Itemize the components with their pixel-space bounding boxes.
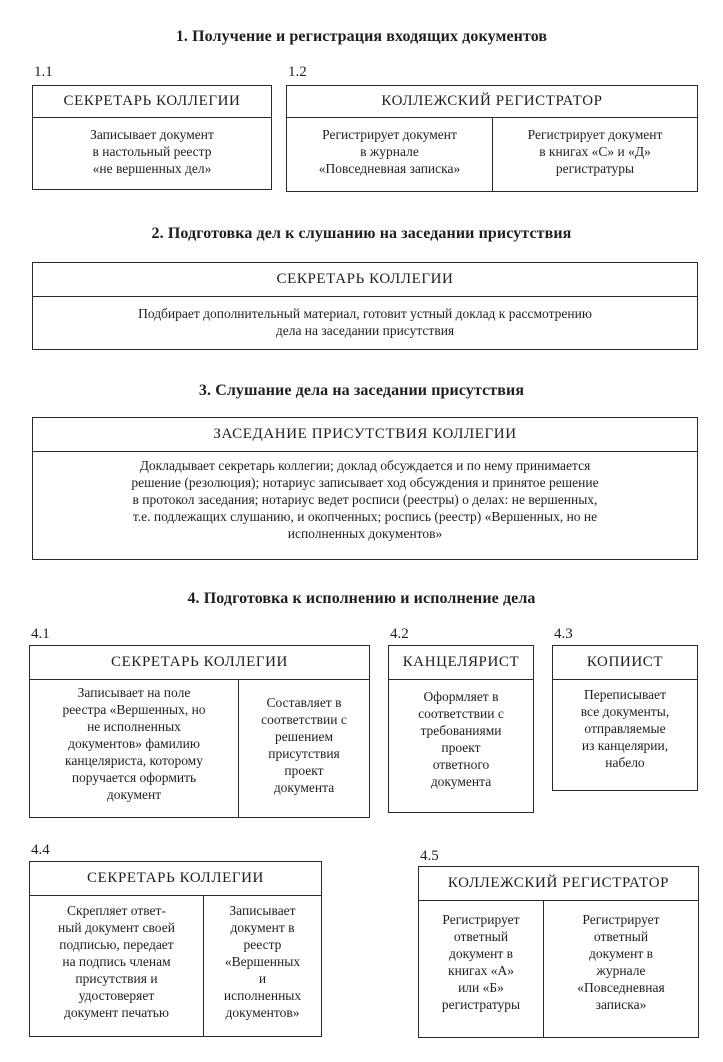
step-number-4-2: 4.2 [390, 626, 409, 642]
box-4-4-text-left: Скрепляет ответ- ный документ своей подписью, передает на подпись членам присутствия и удостоверяет документ печатью [58, 903, 175, 1020]
step-number-1-2: 1.2 [288, 64, 307, 80]
box-1-2-registrar [286, 85, 698, 192]
box-4-3-header: КОПИИСТ [553, 646, 697, 680]
box-2-text: Подбирает дополнительный материал, готовит устный доклад к рассмотрению дела на заседании присутствия [138, 306, 592, 338]
section-3-title: 3. Слушание дела на заседании присутствия [198, 382, 525, 399]
box-4-3-copyist [552, 645, 698, 791]
box-4-1-text-left: Записывает на поле реестра «Вершенных, но не исполненных документов» фамилию канцеляриста, которому поручается оформить документ [62, 685, 206, 802]
box-4-4-header: СЕКРЕТАРЬ КОЛЛЕГИИ [30, 862, 321, 896]
section-1-title: 1. Получение и регистрация входящих документов [175, 28, 548, 45]
section-4-title: 4. Подготовка к исполнению и исполнение дела [187, 590, 536, 607]
box-1-2-text-left: Регистрирует документ в журнале «Повседневная записка» [318, 127, 461, 176]
box-4-1-text-right: Составляет в соответствии с решением присутствия проект документа [238, 680, 369, 817]
box-2-header: СЕКРЕТАРЬ КОЛЛЕГИИ [33, 263, 697, 297]
box-1-2-text-right: Регистрирует документ в книгах «С» и «Д» регистратуры [492, 118, 697, 191]
box-1-1-secretary [32, 85, 272, 190]
box-4-5-text-left: Регистрирует ответный документ в книгах «А» или «Б» регистратуры [441, 912, 521, 1012]
box-1-2-header: КОЛЛЕЖСКИЙ РЕГИСТРАТОР [287, 86, 697, 118]
box-4-2-text: Оформляет в соответствии с требованиями проект ответного документа [418, 689, 504, 789]
step-number-4-3: 4.3 [554, 626, 573, 642]
step-number-1-1: 1.1 [34, 64, 53, 80]
box-4-1-header: СЕКРЕТАРЬ КОЛЛЕГИИ [30, 646, 369, 680]
box-2-secretary [32, 262, 698, 350]
step-number-4-4: 4.4 [31, 842, 50, 858]
box-3-header: ЗАСЕДАНИЕ ПРИСУТСТВИЯ КОЛЛЕГИИ [33, 418, 697, 452]
box-1-1-text: Записывает документ в настольный реестр «не вершенных дел» [90, 127, 214, 176]
box-4-2-clerk [388, 645, 534, 813]
box-4-4-text-right: Записывает документ в реестр «Вершенных и исполненных документов» [203, 896, 321, 1036]
box-3-session [32, 417, 698, 560]
box-4-5-header: КОЛЛЕЖСКИЙ РЕГИСТРАТОР [419, 867, 698, 901]
box-1-1-header: СЕКРЕТАРЬ КОЛЛЕГИИ [33, 86, 271, 118]
box-4-1-secretary [29, 645, 370, 818]
box-4-5-registrar [418, 866, 699, 1038]
step-number-4-1: 4.1 [31, 626, 50, 642]
box-3-text: Докладывает секретарь коллегии; доклад обсуждается и по нему принимается решение (резолюция); нотариус записывает ход обсуждения и принятое решение в протокол заседания; нотариус ведет росписи (реестры) о делах: не вершенных, т.е. подлежащих слушанию, и окопченных; роспись (реестр) «Вершенных, но не исполненных документов» [131, 458, 599, 541]
box-4-3-text: Переписывает все документы, отправляемые из канцелярии, набело [580, 687, 670, 770]
step-number-4-5: 4.5 [420, 848, 439, 864]
box-4-4-secretary [29, 861, 322, 1037]
box-4-2-header: КАНЦЕЛЯРИСТ [389, 646, 533, 680]
section-2-title: 2. Подготовка дел к слушанию на заседании присутствия [151, 225, 572, 242]
box-4-5-text-right: Регистрирует ответный документ в журнале «Повседневная записка» [543, 901, 698, 1037]
